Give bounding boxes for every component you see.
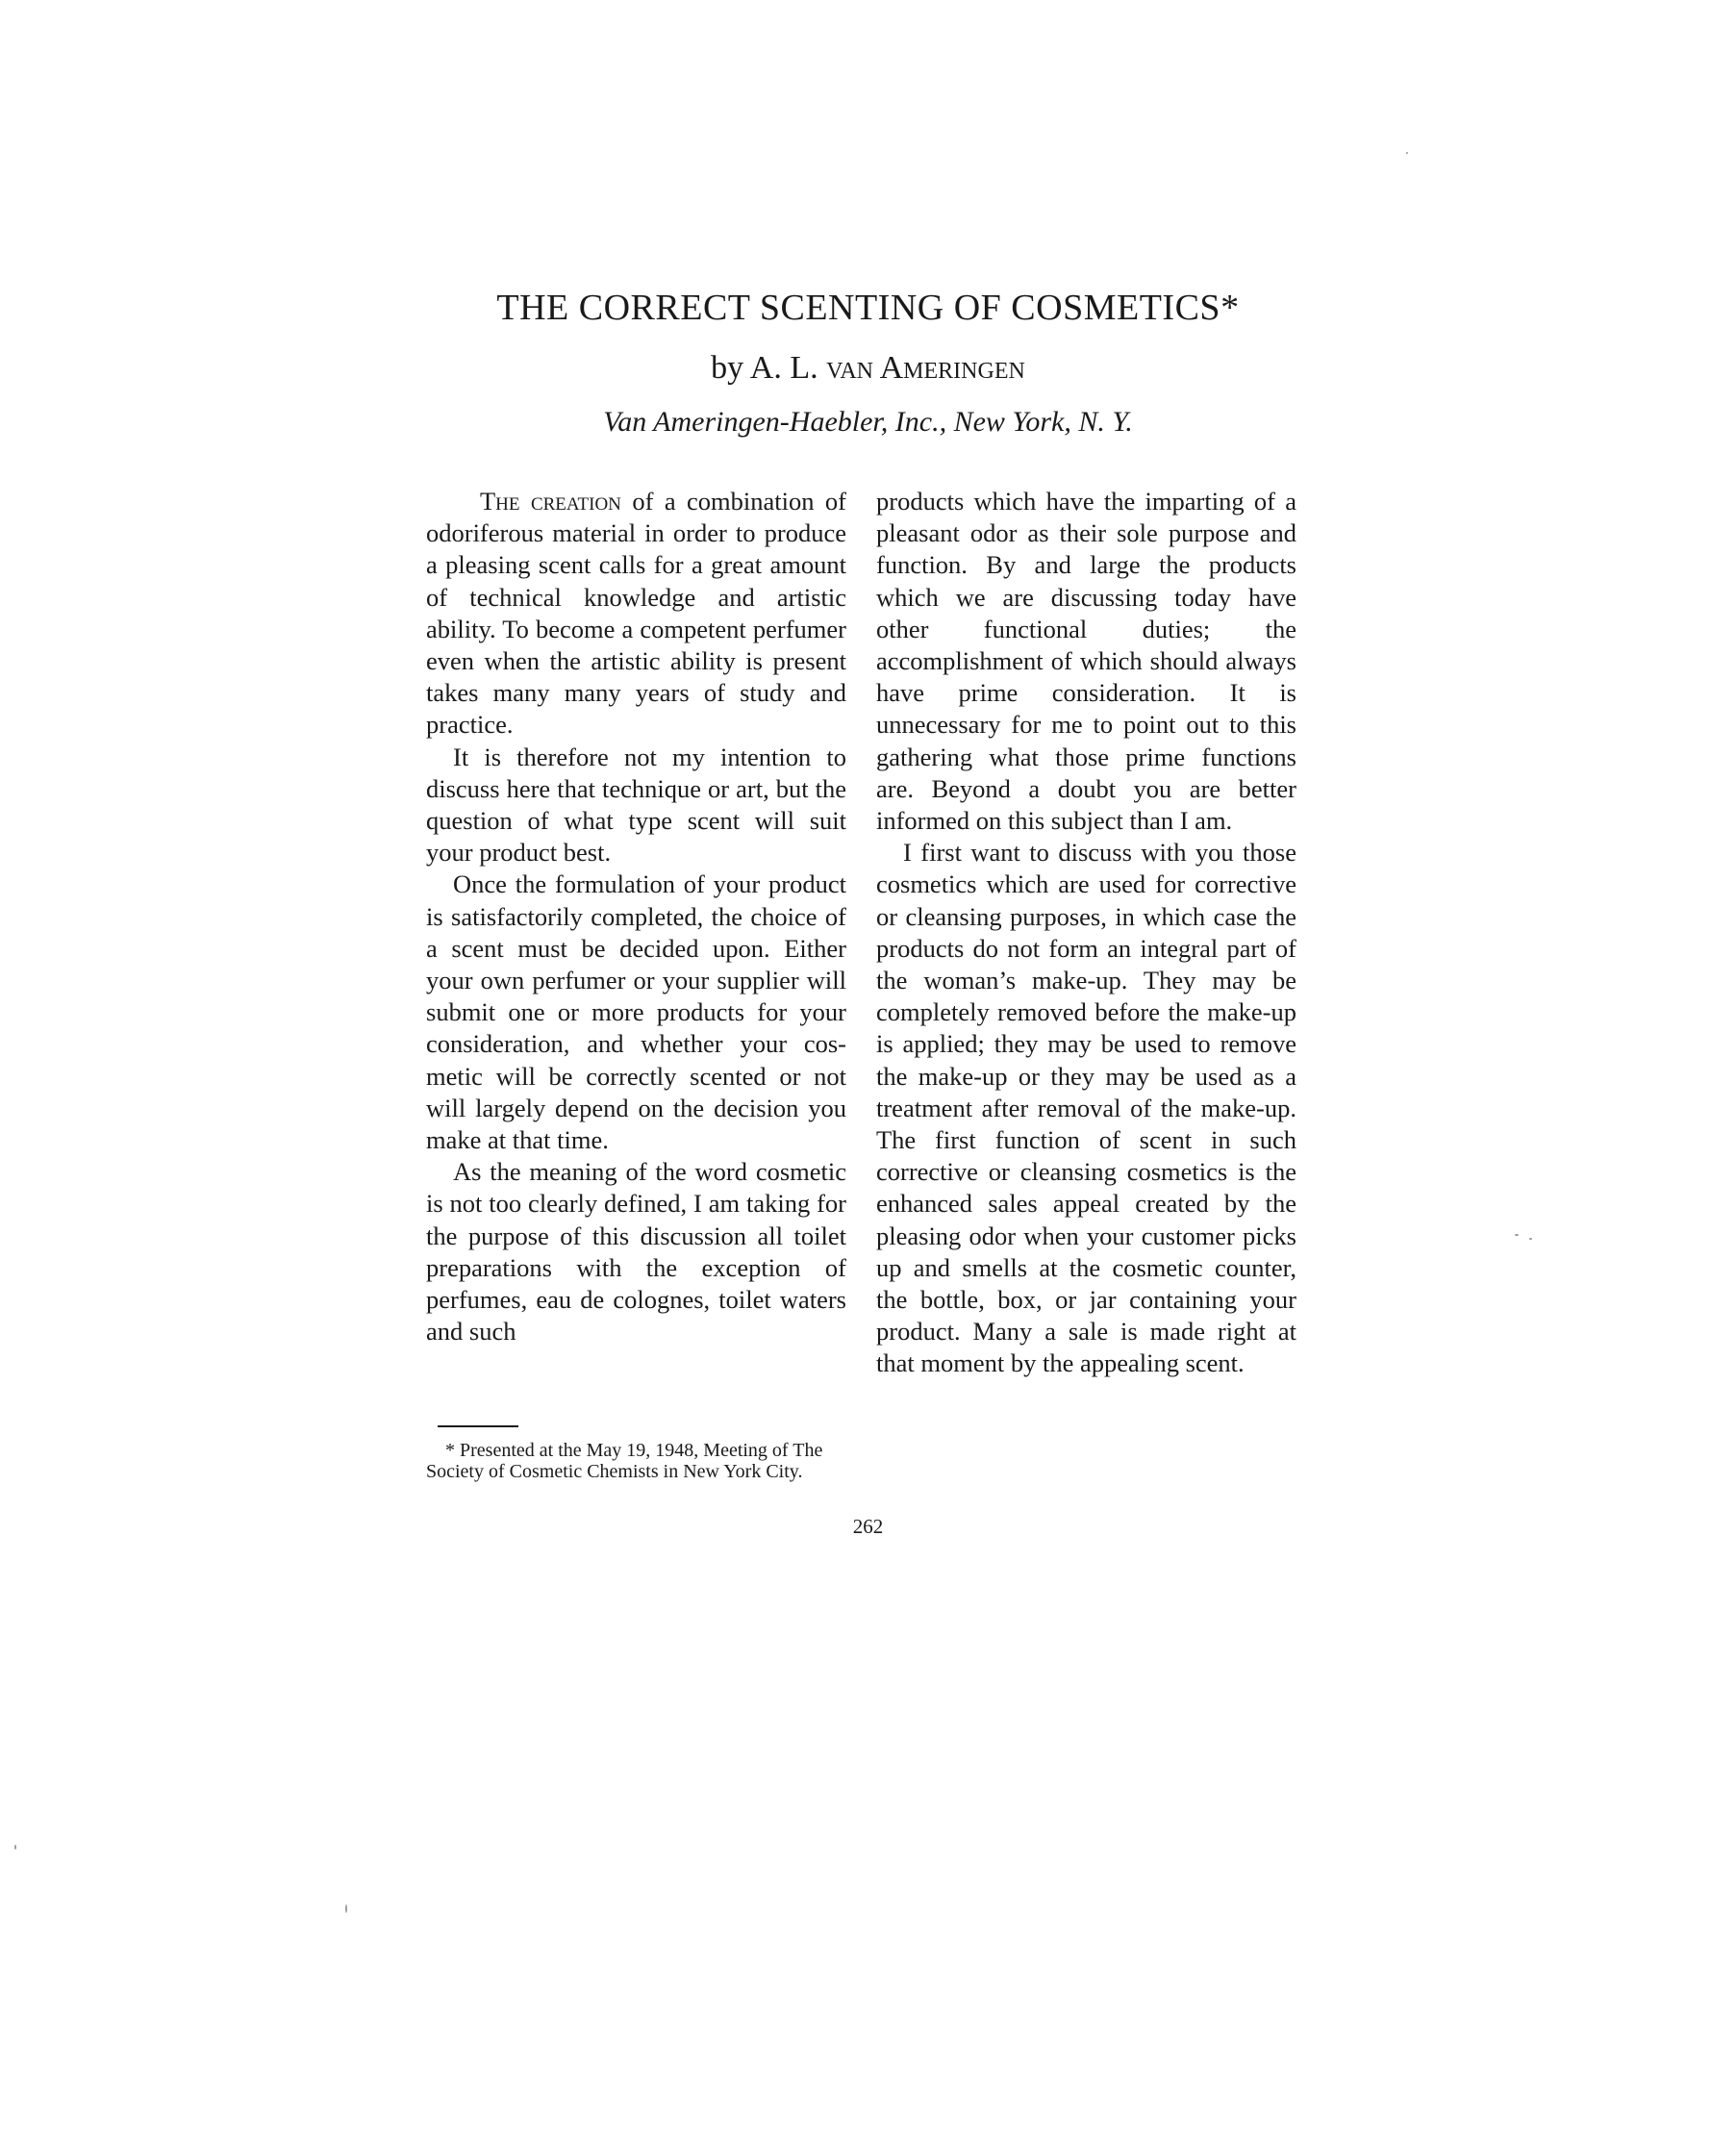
scan-speck [14,1845,16,1850]
scan-speck [1406,152,1408,154]
scan-speck [1515,1234,1519,1236]
byline [0,350,1736,387]
scan-speck [345,1904,347,1913]
lead-in-small-caps: The creation [480,487,621,516]
left-paragraph-2: It is therefore not my intention to discuss here that technique or art, but the question of what type scent will suit your product best. [426,742,846,868]
byline-prefix: by A. L. [711,350,818,386]
right-paragraph-2: I first want to discuss with you those cosmetics which are used for corrective or cleansing purposes, in which case the products do not form an integral part of the woman’s make-up. They may be completely removed before the make-up is applied; they may be used to remove the make-up or they may be used as a treatment after removal of the make-up. The first function of scent in such corrective or cleansing cosmetics is the enhanced sales appeal created by the pleasing odor when your customer picks up and smells at the cosmetic counter, the bottle, box, or jar containing your product. Many a sale is made right at that moment by the appealing scent. [876,838,1296,1378]
right-paragraph-1: products which have the imparting of a pleasant odor as their sole purpose and function. By and large the products which we are discussing today have other functional duties; the accomplishment of which should always have prime consideration. It is unnecessary for me to point out to this gathering what those prime functions are. Beyond a doubt you are better informed on this subject than I am. [876,487,1296,836]
left-paragraph-1-text: of a combination of odoriferous material in order to produce a pleasing scent calls for a great amount of technical knowledge and artistic ability. To become a competent perfumer even when the artistic ability is present takes many many years of study and practice. [426,487,846,740]
author-affiliation: Van Ameringen-Haebler, Inc., New York, N. Y. [603,406,1133,438]
article-title: THE CORRECT SCENTING OF COSMETICS* [496,288,1240,328]
left-paragraph-1 [426,486,846,742]
left-paragraph-4: As the meaning of the word cosmetic is not too clearly defined, I am taking for the purpose of this discussion all toilet preparations with the exception of perfumes, eau de colognes, toilet waters and such [426,1157,846,1347]
scan-speck [1529,1238,1532,1240]
page-number: 262 [852,1515,884,1538]
left-column [426,486,846,1347]
footnote-divider [438,1425,518,1427]
right-column [876,486,1296,1380]
footnote: * Presented at the May 19, 1948, Meeting of The Society of Cosmetic Chemists in New York City. [426,1440,823,1482]
author-name: van Ameringen [826,350,1025,386]
left-paragraph-3: Once the formulation of your product is satisfactorily completed, the choice of a scent must be decided upon. Either your own perfumer or your supplier will submit one or more products for your consideration, and whether your cosmetic will be correctly scented or not will largely depend on the decision you make at that time. [426,869,846,1155]
